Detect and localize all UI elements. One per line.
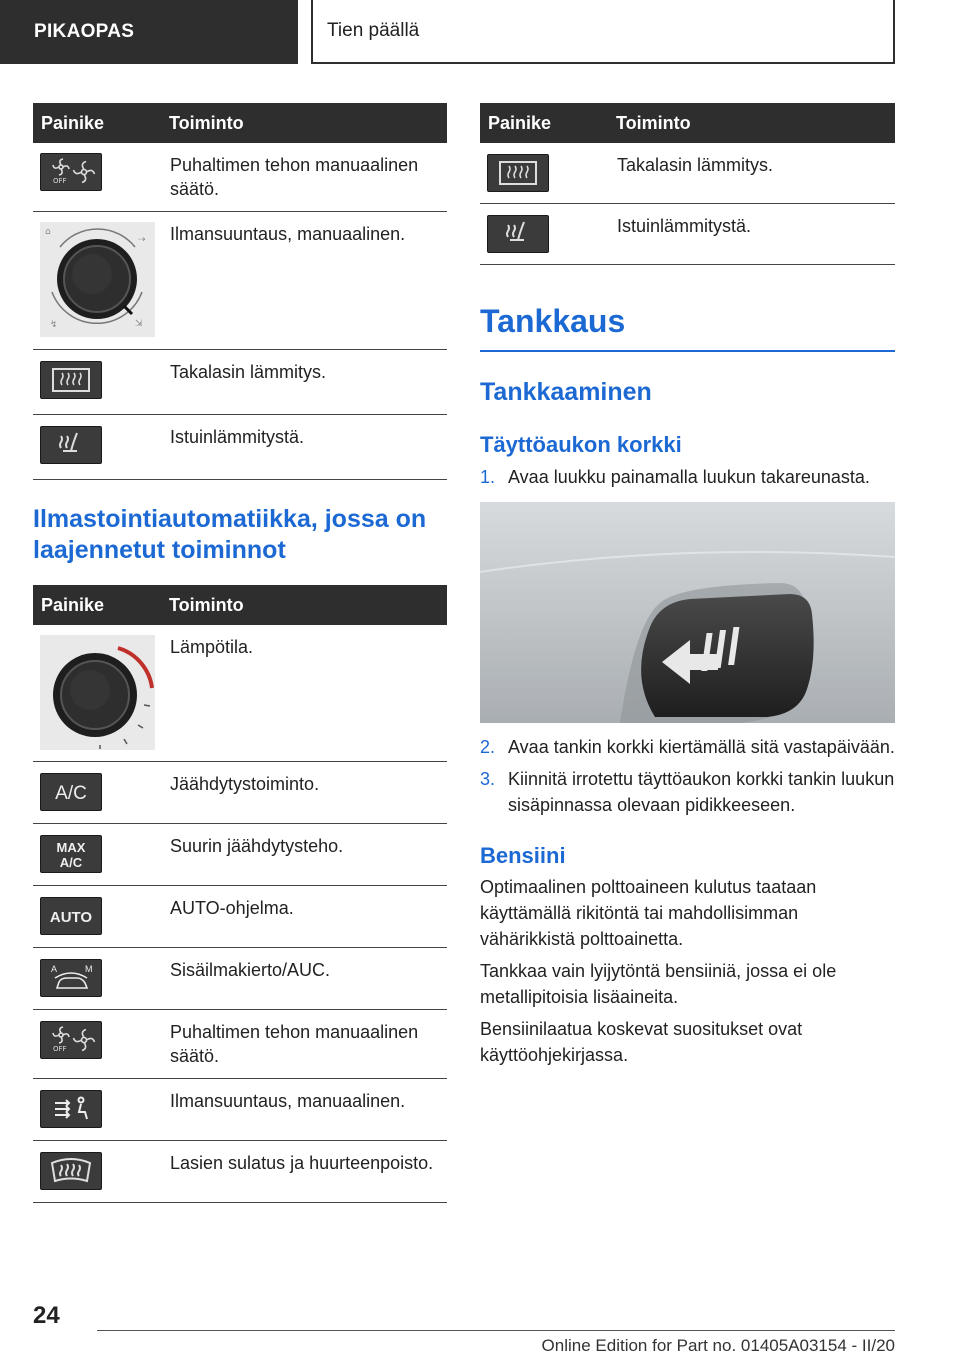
step-item (480, 734, 895, 760)
fuel-heading: Bensiini (480, 843, 566, 868)
table-row (480, 143, 895, 204)
ac-icon (40, 773, 102, 811)
table-row (33, 948, 447, 1010)
col-header-button: Painike (33, 103, 163, 143)
col-header-button: Painike (480, 103, 610, 143)
seat-heating-icon (40, 426, 102, 464)
max-ac-icon (40, 835, 102, 873)
table-row (480, 204, 895, 265)
function-text: Puhaltimen tehon manuaalinen säätö. (163, 143, 447, 212)
step-number: 1. (480, 467, 496, 487)
col-header-button: Painike (33, 585, 163, 625)
defrost-icon (40, 1152, 102, 1190)
function-text: Jäähdytystoiminto. (163, 762, 447, 824)
auto-label: AUTO (49, 909, 93, 926)
button-table-extended (33, 585, 447, 1203)
svg-text:⌂: ⌂ (45, 227, 51, 237)
step-number: 3. (480, 769, 496, 789)
function-text: Takalasin lämmitys. (163, 350, 447, 415)
table-row (33, 1010, 447, 1079)
function-text: Lasien sulatus ja huurteenpoisto. (163, 1141, 447, 1203)
svg-text:OFF: OFF (53, 177, 67, 185)
svg-text:⇢: ⇢ (138, 235, 146, 245)
ac-label: A/C (59, 855, 83, 870)
function-text: AUTO-ohjelma. (163, 886, 447, 948)
step-text: Kiinnitä irrotettu täyttöaukon korkki tankin luukun sisäpinnassa olevaan pidikkeeseen. (508, 769, 895, 815)
step-number: 2. (480, 737, 496, 757)
function-text: Suurin jäähdytysteho. (163, 824, 447, 886)
function-text: Ilmansuuntaus, manuaalinen. (163, 212, 447, 350)
rear-window-heating-icon (487, 154, 549, 192)
table-row (33, 415, 447, 480)
button-table-basic (33, 103, 447, 480)
table-row (33, 350, 447, 415)
function-text: Istuinlämmitystä. (163, 415, 447, 480)
step-item (480, 766, 895, 818)
section-title: Tankkaus (480, 303, 895, 352)
paragraph: Optimaalinen polttoaineen kulutus taataan käyttämällä rikitöntä tai mahdollisimman vähärikkistä polttoainetta. (480, 877, 817, 949)
col-header-function: Toiminto (610, 103, 895, 143)
auto-icon (40, 897, 102, 935)
table-row (33, 1079, 447, 1141)
svg-text:OFF: OFF (53, 1045, 67, 1053)
ac-label: A/C (55, 783, 87, 804)
section-heading: Ilmastointiautomatiikka, jossa on laajennetut toiminnot (33, 505, 427, 564)
svg-text:⇲: ⇲ (135, 319, 143, 329)
function-text: Sisäilmakierto/AUC. (163, 948, 447, 1010)
function-text: Ilmansuuntaus, manuaalinen. (163, 1079, 447, 1141)
page-number: 24 (33, 1302, 60, 1329)
table-row (33, 625, 447, 762)
table-row (33, 824, 447, 886)
seat-heating-icon (487, 215, 549, 253)
table-row (33, 212, 447, 350)
function-text: Takalasin lämmitys. (610, 143, 895, 204)
subsection-title: Tankkaaminen (480, 378, 652, 406)
chapter-tab: Tien päällä (311, 0, 895, 64)
table-row (33, 762, 447, 824)
fan-off-icon (40, 153, 102, 191)
function-text: Puhaltimen tehon manuaalinen säätö. (163, 1010, 447, 1079)
col-header-function: Toiminto (163, 103, 447, 143)
max-label: MAX (56, 840, 86, 855)
svg-text:↯: ↯ (50, 320, 58, 330)
left-column (33, 103, 447, 1203)
step-item (480, 464, 895, 490)
air-distribution-dial (40, 222, 155, 337)
paragraph: Bensiinilaatua koskevat suositukset ovat käyttöohjekirjassa. (480, 1019, 803, 1065)
table-row (33, 143, 447, 212)
fan-off-icon (40, 1021, 102, 1059)
air-distribution-icon (40, 1090, 102, 1128)
recirc-m-label: M (85, 964, 93, 974)
col-header-function: Toiminto (163, 585, 447, 625)
temperature-dial (40, 635, 155, 750)
button-table-right (480, 103, 895, 265)
recirculation-icon (40, 959, 102, 997)
right-column (480, 103, 895, 1068)
step-text: Avaa tankin korkki kiertämällä sitä vastapäivään. (508, 737, 895, 757)
page-header (0, 0, 960, 66)
footer-divider (97, 1330, 895, 1331)
fuel-flap-photo (480, 502, 895, 723)
function-text: Lämpötila. (163, 625, 447, 762)
table-row (33, 886, 447, 948)
section-tab: PIKAOPAS (0, 0, 298, 64)
step-text: Avaa luukku painamalla luukun takareunasta. (508, 467, 870, 487)
table-row (33, 1141, 447, 1203)
fuel-cap-heading: Täyttöaukon korkki (480, 432, 682, 457)
footer-edition: Online Edition for Part no. 01405A03154 - II/20 (541, 1336, 895, 1355)
function-text: Istuinlämmitystä. (610, 204, 895, 265)
paragraph: Tankkaa vain lyijytöntä bensiiniä, jossa ei ole metallipitoisia lisäaineita. (480, 961, 837, 1007)
recirc-a-label: A (51, 964, 58, 974)
rear-window-heating-icon (40, 361, 102, 399)
